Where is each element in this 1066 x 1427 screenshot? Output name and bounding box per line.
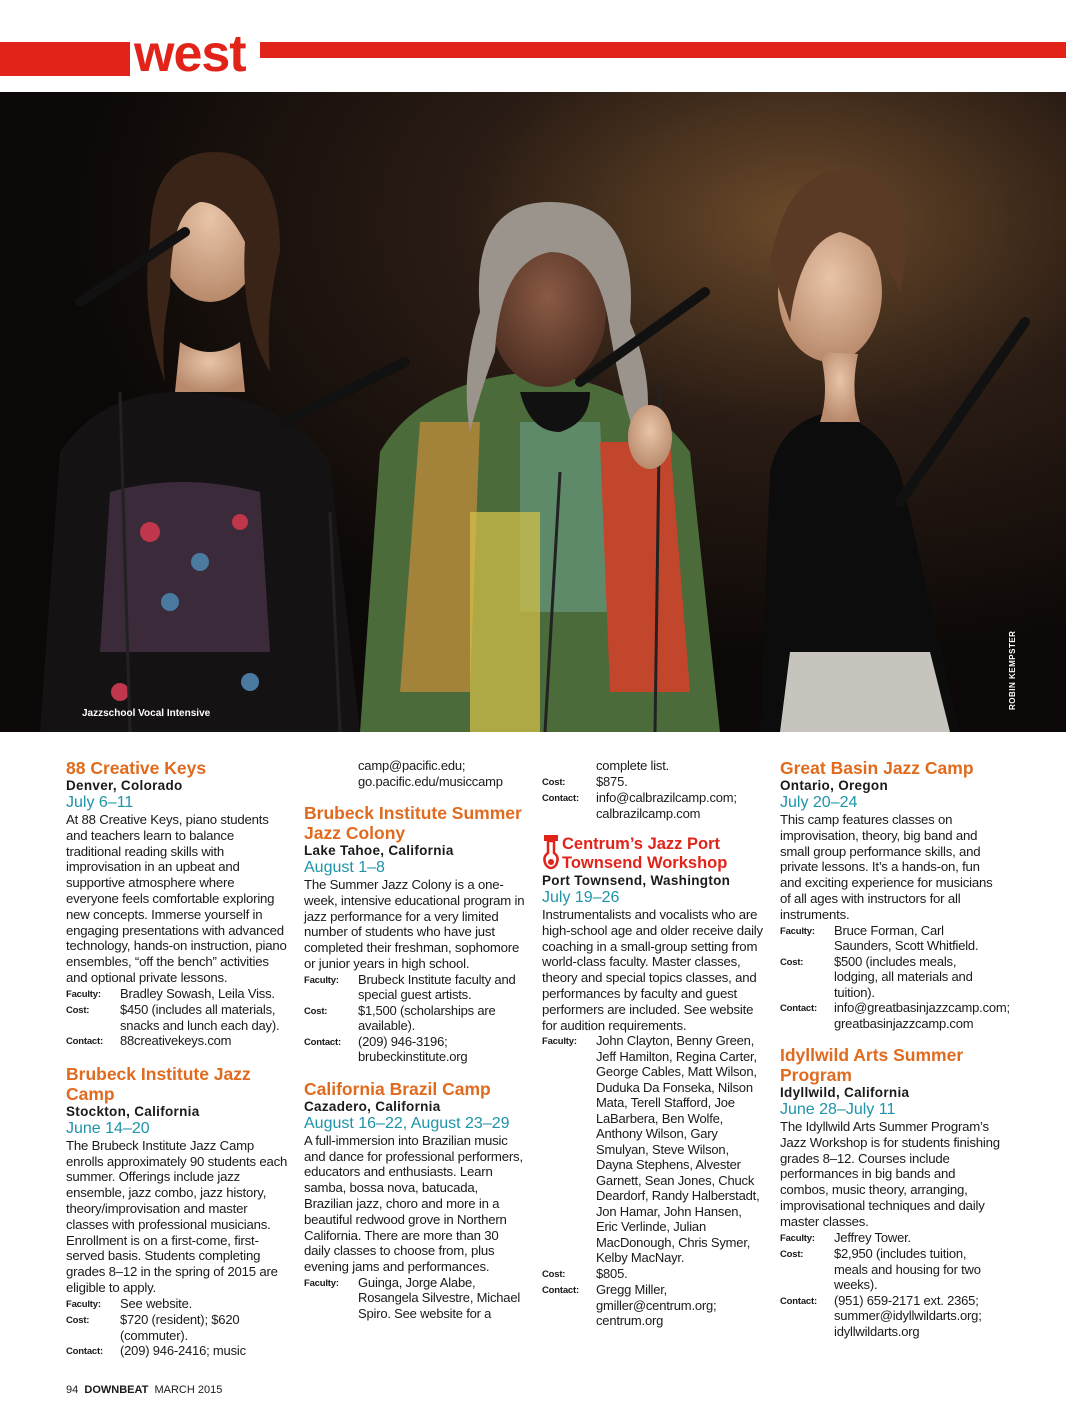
page-number: 94 [66,1384,79,1396]
faculty-row [780,923,1002,954]
faculty-row [304,1275,526,1322]
continuation-text: complete list. [596,758,670,773]
camp-location: Lake Tahoe, California [304,843,454,858]
cost-label: Cost: [780,1249,804,1261]
contact-row [304,1034,526,1065]
cost-value: $720 (resident); $620 (commuter). [120,1312,240,1343]
centrum-logo-icon [542,835,560,871]
camp-location: Port Townsend, Washington [542,873,731,888]
camp-name: 88 Creative Keys [66,758,207,778]
photo-caption: Jazzschool Vocal Intensive [82,708,211,719]
column-1 [66,758,288,1374]
cost-row [542,1266,764,1283]
faculty-value: John Clayton, Benny Green, Jeff Hamilton, Regina Carter, George Cables, Matt Wilson, Duduka Da Fonseka, Nilson Mata, Terell Stafford, Joe LaBarbera, Ben Wolfe, Anthony Wilson, Gary Smulyan, Steve Wilson, Dayna Stephens, Alvester Garnett, Sean Jones, Chuck Deardorf, Randy Halberstadt, Jon Hamar, John Hansen, Eric Verlinde, Julian MacDonough, Chris Symer, Kelby MacNayr. [596,1033,760,1266]
contact-label: Contact: [66,1036,103,1048]
section-tab [0,42,130,76]
faculty-label: Faculty: [780,1232,815,1244]
contact-value[interactable]: (951) 659-2171 ext. 2365; summer@idyllwildarts.org; idyllwildarts.org [834,1292,982,1339]
faculty-row [542,1033,764,1266]
camp-dates: August 1–8 [304,859,385,876]
contact-row [66,1033,288,1050]
camp-name: California Brazil Camp [304,1078,491,1099]
cost-value: $450 (includes all materials, snacks and lunch each day). [120,1002,280,1033]
contact-value[interactable]: Gregg Miller, gmiller@centrum.org; centrum.org [596,1282,717,1329]
cost-value: $1,500 (scholarships are available). [358,1002,496,1034]
camp-location: Cazadero, California [304,1098,441,1114]
contact-row [66,1343,288,1360]
magazine-name: DOWNBEAT [84,1384,149,1396]
cost-label: Cost: [542,1268,566,1280]
camp-dates: July 6–11 [66,794,134,811]
faculty-row [66,986,288,1003]
contact-row [542,790,764,821]
faculty-label: Faculty: [542,1036,577,1048]
camp-listing [304,1079,526,1322]
faculty-row [304,972,526,1003]
section-rule [260,42,1066,58]
continuation-text[interactable]: camp@pacific.edu; go.pacific.edu/musiccamp [358,758,503,789]
hero-photo [0,92,1066,732]
faculty-label: Faculty: [780,925,815,937]
faculty-label: Faculty: [304,974,339,986]
faculty-value: Brubeck Institute faculty and special guest artists. [358,971,516,1003]
photo-credit: ROBIN KEMPSTER [1008,630,1017,710]
contact-label: Contact: [304,1036,341,1048]
cost-row [780,1246,1002,1293]
contact-label: Contact: [66,1346,103,1358]
page-header [0,0,1066,92]
camp-name: Idyllwild Arts Summer Program [780,1045,964,1086]
faculty-value: Jeffrey Tower. [834,1229,911,1245]
faculty-label: Faculty: [66,988,101,1000]
cost-value: $2,950 (includes tuition, meals and housing for two weeks). [834,1246,981,1293]
camp-listing [304,803,526,1065]
contact-label: Contact: [780,1295,817,1307]
faculty-label: Faculty: [66,1298,101,1310]
contact-value[interactable]: (209) 946-2416; music [120,1343,246,1359]
cost-row [66,1002,288,1033]
camp-listing [66,1064,288,1360]
camp-location: Ontario, Oregon [780,778,889,793]
contact-row [542,1282,764,1329]
camp-description: This camp features classes on improvisation, theory, big band and small group performance skills, and private lessons. It’s a hands-on, fun and exciting experience for musicians of all ages with instructors for all instruments. [780,812,993,922]
camp-listing [542,835,764,1329]
cost-label: Cost: [66,1315,90,1327]
column-3 [542,758,764,1343]
camp-location: Denver, Colorado [66,778,183,793]
contact-label: Contact: [542,1285,579,1297]
camp-listing [66,758,288,1050]
contact-value[interactable]: 88creativekeys.com [120,1033,232,1049]
camp-name: Great Basin Jazz Camp [780,758,974,778]
camp-dates: July 19–26 [542,889,620,906]
cost-label: Cost: [66,1005,90,1017]
camp-dates: July 20–24 [780,794,858,811]
faculty-value: See website. [120,1295,193,1311]
camp-name: Centrum’s Jazz Port Townsend Workshop [562,835,728,872]
page-footer [66,1384,222,1396]
cost-row [542,774,764,791]
contact-row [780,1000,1010,1031]
faculty-label: Faculty: [304,1277,339,1289]
cost-value: $875. [596,773,628,789]
faculty-value: Bradley Sowash, Leila Viss. [120,985,275,1001]
contact-value[interactable]: (209) 946-3196; brubeckinstitute.org [358,1033,468,1065]
camp-dates: June 28–July 11 [780,1101,896,1119]
cost-label: Cost: [542,776,566,788]
section-label: west [134,25,246,83]
contact-row [780,1293,1002,1340]
contact-value[interactable]: info@calbrazilcamp.com; calbrazilcamp.com [596,790,737,821]
camp-dates: June 14–20 [66,1119,150,1137]
camp-name: Brubeck Institute Jazz Camp [66,1063,251,1104]
camp-location: Stockton, California [66,1103,200,1119]
camp-description: The Summer Jazz Colony is a one-week, intensive educational program in jazz performance for a very limited number of students who have just completed their freshman, sophomore or junior years in high school. [304,877,525,971]
cost-value: $805. [596,1265,628,1281]
contact-value[interactable]: info@greatbasinjazzcamp.com; greatbasinjazzcamp.com [834,1000,1010,1031]
contact-label: Contact: [780,1003,817,1015]
camp-listing [780,758,1010,1031]
camp-location: Idyllwild, California [780,1085,910,1101]
cost-label: Cost: [304,1005,328,1017]
camp-listing [780,1045,1002,1339]
camp-description: The Brubeck Institute Jazz Camp enrolls approximately 90 students each summer. Offerings include jazz ensemble, jazz combo, jazz history, theory/improvisation and master classes with professional musicians. Enrollment is on a first-come, first-served basis. Students completing grades 8–12 in the spring of 2015 are eligible to apply. [66,1137,288,1295]
cost-row [66,1312,288,1343]
faculty-row [66,1296,288,1313]
camp-name: Brubeck Institute Summer Jazz Colony [304,803,522,843]
contact-label: Contact: [542,793,579,804]
faculty-value: Guinga, Jorge Alabe, Rosangela Silvestre, Michael Spiro. See website for a [358,1274,521,1321]
column-4 [780,758,1010,1353]
camp-description: A full-immersion into Brazilian music and dance for professional performers, educators and enthusiasts. Learn samba, bossa nova, batucada, Brazilian jazz, choro and more in a beautiful redwood grove in Northern California. There are more than 30 daily classes to choose from, plus evening jams and performances. [304,1132,523,1275]
faculty-value: Bruce Forman, Carl Saunders, Scott Whitfield. [834,922,979,954]
camp-description: At 88 Creative Keys, piano students and teachers learn to balance traditional reading skills with improvisation in an upbeat and supportive atmosphere where everyone feels comfortable exploring new concepts. Immerse yourself in engaging presentations with advanced technology, hands-on instruction, piano ensembles, “off the bench” activities and optional private lessons. [66,812,287,985]
cost-row [780,954,1002,1001]
camp-dates: August 16–22, August 23–29 [304,1114,510,1132]
issue-date: MARCH 2015 [154,1384,223,1396]
cost-row [304,1003,526,1034]
faculty-row [780,1230,1002,1247]
column-2 [304,758,526,1335]
camp-description: The Idyllwild Arts Summer Program’s Jazz Workshop is for students finishing grades 8–12. Courses include performances in big bands and combos, music theory, arranging, improvisational techniques and daily master classes. [780,1119,1000,1229]
cost-value: $500 (includes meals, lodging, all materials and tuition). [834,953,973,1000]
camp-description: Instrumentalists and vocalists who are high-school age and older receive daily coaching in a small-group setting from world-class faculty. Master classes, theory and special topics classes, and performances by faculty and guest performers are included. See website for audition requirements. [542,907,763,1033]
cost-label: Cost: [780,956,804,968]
